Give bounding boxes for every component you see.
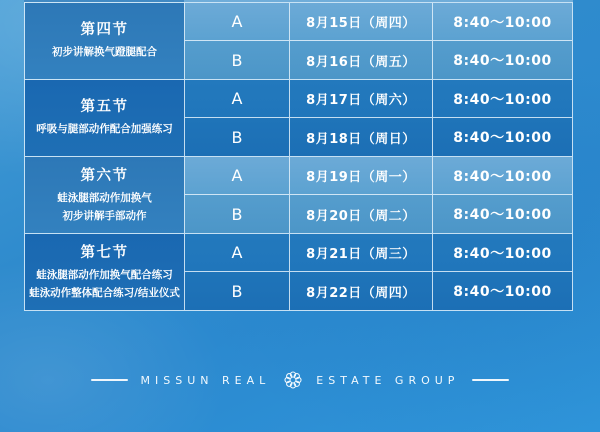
time-cell: 8:40～10:00 — [432, 234, 572, 272]
time-cell: 8:40～10:00 — [432, 80, 572, 118]
date-cell: 8月17日（周六） — [289, 80, 432, 118]
section-subtitle: 初步讲解手部动作 — [62, 209, 147, 222]
time-cell: 8:40～10:00 — [432, 272, 572, 310]
slot-label-cell: A — [184, 157, 289, 195]
time-cell: 8:40～10:00 — [432, 118, 572, 156]
section-subtitle: 蛙泳腿部动作加换气配合练习 — [36, 268, 173, 281]
time-cell: 8:40～10:00 — [432, 195, 572, 233]
section-subtitle: 蛙泳腿部动作加换气 — [57, 191, 152, 204]
date-cell: 8月18日（周日） — [289, 118, 432, 156]
time-cell: 8:40～10:00 — [432, 157, 572, 195]
slot-label-cell: B — [184, 41, 289, 79]
section-subtitle: 初步讲解换气蹬腿配合 — [52, 45, 157, 58]
footer — [0, 368, 600, 392]
footer-line-left — [91, 379, 128, 381]
date-cell: 8月22日（周四） — [289, 272, 432, 310]
section-cell — [25, 80, 184, 156]
slot-label-cell: A — [184, 80, 289, 118]
section-cell — [25, 3, 184, 79]
section-title: 第七节 — [80, 244, 129, 261]
section-cell — [25, 234, 184, 310]
slot-label-cell: A — [184, 234, 289, 272]
brand-right: ESTATE GROUP — [316, 373, 460, 387]
slot-label-cell: B — [184, 118, 289, 156]
brand-left: MISSUN REAL — [140, 373, 271, 387]
date-cell: 8月20日（周二） — [289, 195, 432, 233]
section-title: 第六节 — [80, 167, 129, 184]
flower-knot-icon — [283, 370, 303, 390]
section-subtitle: 蛙泳动作整体配合练习/结业仪式 — [29, 286, 180, 299]
time-cell: 8:40～10:00 — [432, 41, 572, 79]
section-group-4 — [25, 3, 572, 79]
schedule-table — [24, 2, 573, 311]
date-cell: 8月19日（周一） — [289, 157, 432, 195]
section-title: 第四节 — [80, 21, 129, 38]
date-cell: 8月15日（周四） — [289, 3, 432, 41]
section-group-6 — [25, 156, 572, 233]
date-cell: 8月16日（周五） — [289, 41, 432, 79]
section-group-5 — [25, 79, 572, 156]
slot-label-cell: A — [184, 3, 289, 41]
section-subtitle: 呼吸与腿部动作配合加强练习 — [36, 122, 173, 135]
time-cell: 8:40～10:00 — [432, 3, 572, 41]
slot-label-cell: B — [184, 195, 289, 233]
section-title: 第五节 — [80, 98, 129, 115]
section-group-7 — [25, 233, 572, 310]
slot-label-cell: B — [184, 272, 289, 310]
section-cell — [25, 157, 184, 233]
date-cell: 8月21日（周三） — [289, 234, 432, 272]
footer-line-right — [472, 379, 509, 381]
